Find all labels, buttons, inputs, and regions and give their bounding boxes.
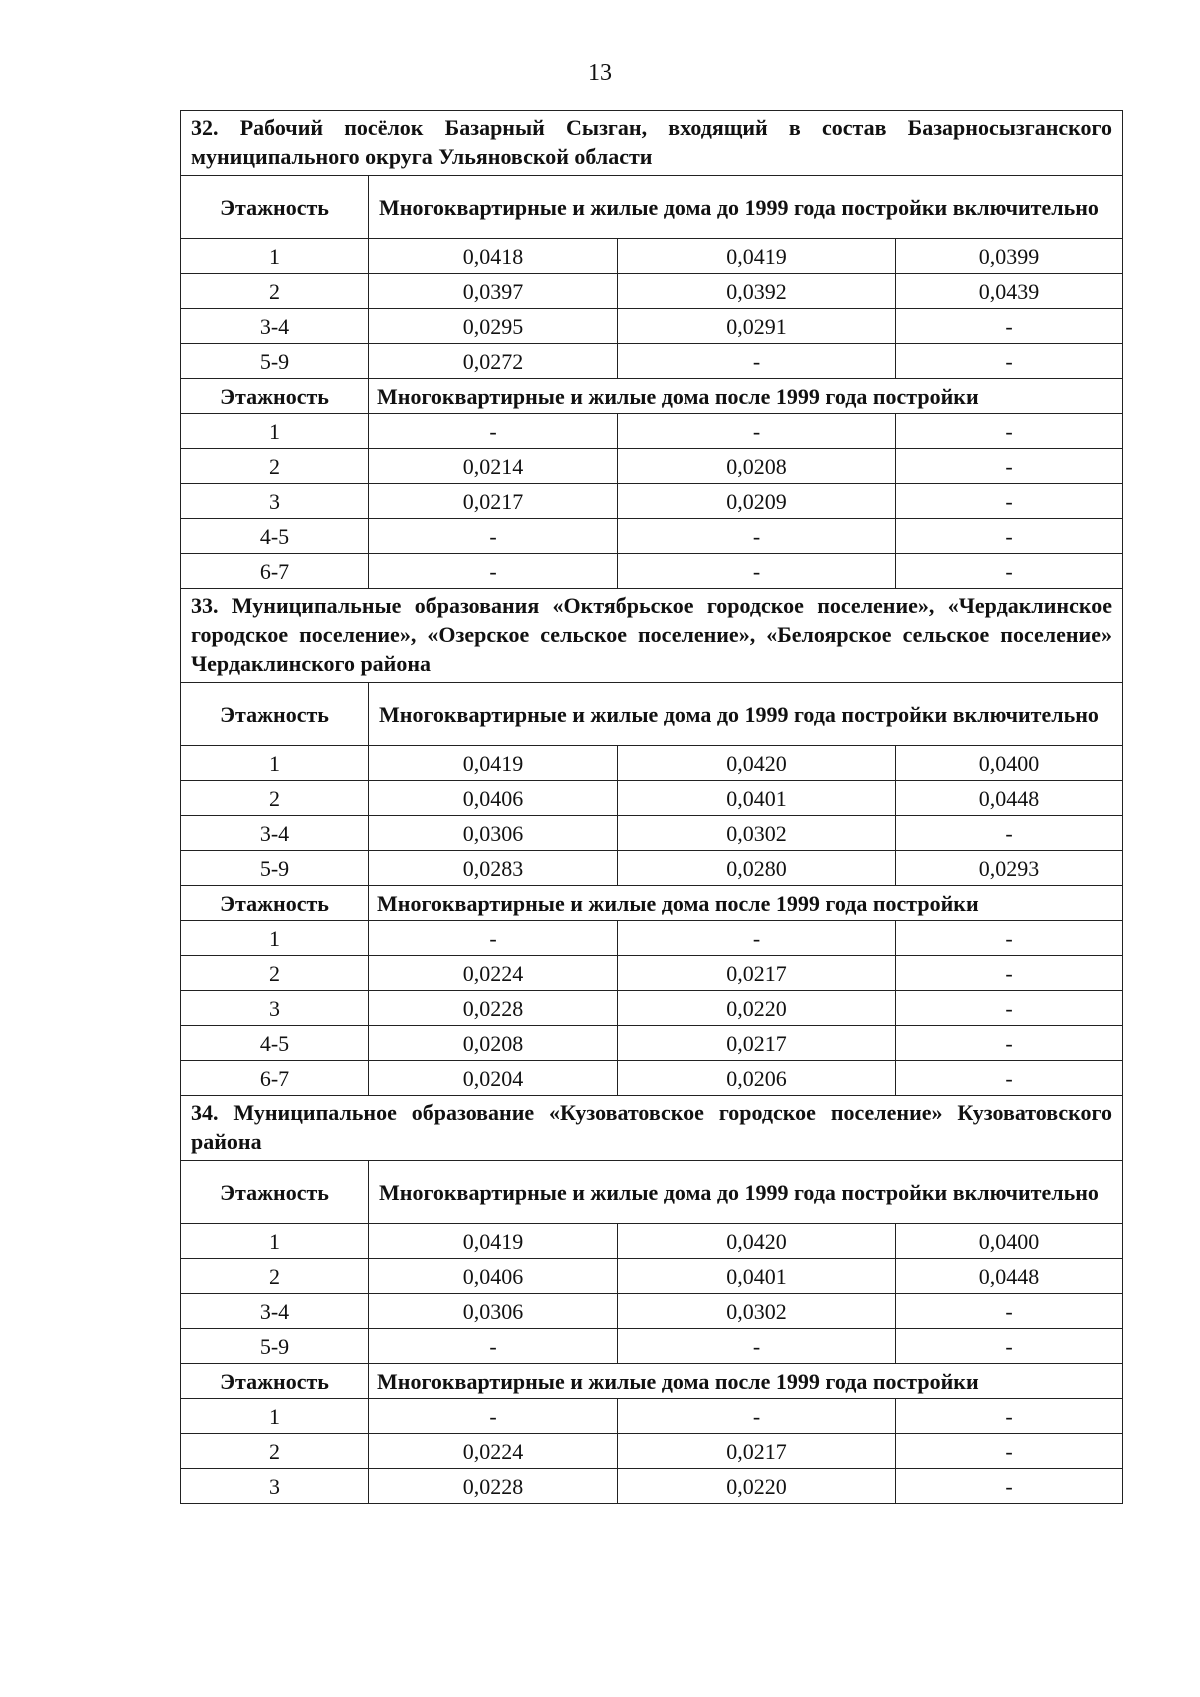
floor-header: Этажность: [181, 683, 369, 746]
table-row: [181, 956, 1123, 991]
value-cell: 0,0217: [618, 1026, 896, 1061]
value-cell: -: [896, 1294, 1123, 1329]
value-cell: 0,0291: [618, 309, 896, 344]
value-cell: 0,0420: [618, 1224, 896, 1259]
table-row: [181, 519, 1123, 554]
value-cell: -: [896, 519, 1123, 554]
value-cell: -: [896, 554, 1123, 589]
header-row: [181, 379, 1123, 414]
value-cell: -: [896, 484, 1123, 519]
floor-cell: 3: [181, 484, 369, 519]
header-row: [181, 176, 1123, 239]
page-number: 13: [588, 60, 612, 86]
value-cell: 0,0224: [369, 1434, 618, 1469]
floor-cell: 1: [181, 746, 369, 781]
table-row: [181, 554, 1123, 589]
value-cell: -: [896, 1026, 1123, 1061]
value-cell: 0,0228: [369, 991, 618, 1026]
table-row: [181, 449, 1123, 484]
value-cell: 0,0295: [369, 309, 618, 344]
table-row: [181, 1329, 1123, 1364]
value-cell: 0,0448: [896, 781, 1123, 816]
section-title-row: [181, 111, 1123, 176]
floor-cell: 2: [181, 956, 369, 991]
value-cell: 0,0306: [369, 816, 618, 851]
floor-cell: 5-9: [181, 344, 369, 379]
value-cell: -: [896, 921, 1123, 956]
value-cell: 0,0209: [618, 484, 896, 519]
section-title: 34. Муниципальное образование «Кузоватовское городское поселение» Кузоватовского района: [181, 1096, 1123, 1161]
floor-header: Этажность: [181, 1364, 369, 1399]
floor-cell: 1: [181, 1224, 369, 1259]
value-cell: -: [896, 816, 1123, 851]
floor-cell: 6-7: [181, 554, 369, 589]
value-cell: 0,0419: [369, 746, 618, 781]
header-row: [181, 886, 1123, 921]
before-1999-header: Многоквартирные и жилые дома до 1999 года постройки включительно: [369, 176, 1123, 239]
value-cell: 0,0419: [618, 239, 896, 274]
value-cell: 0,0302: [618, 1294, 896, 1329]
floor-cell: 6-7: [181, 1061, 369, 1096]
value-cell: 0,0397: [369, 274, 618, 309]
value-cell: 0,0220: [618, 1469, 896, 1504]
section-title-row: [181, 589, 1123, 683]
table-row: [181, 1399, 1123, 1434]
value-cell: -: [896, 414, 1123, 449]
floor-cell: 3: [181, 1469, 369, 1504]
value-cell: -: [618, 519, 896, 554]
before-1999-header: Многоквартирные и жилые дома до 1999 года постройки включительно: [369, 1161, 1123, 1224]
table-row: [181, 274, 1123, 309]
floor-cell: 2: [181, 274, 369, 309]
section-title: 33. Муниципальные образования «Октябрьское городское поселение», «Чердаклинское городское поселение», «Озерское сельское поселение», «Белоярское сельское поселение» Чердаклинского района: [181, 589, 1123, 683]
floor-cell: 2: [181, 1259, 369, 1294]
value-cell: 0,0208: [369, 1026, 618, 1061]
value-cell: -: [369, 921, 618, 956]
value-cell: -: [369, 414, 618, 449]
value-cell: 0,0220: [618, 991, 896, 1026]
table-row: [181, 921, 1123, 956]
table-row: [181, 816, 1123, 851]
after-1999-header: Многоквартирные и жилые дома после 1999 года постройки: [369, 379, 1123, 414]
table-row: [181, 991, 1123, 1026]
floor-cell: 4-5: [181, 519, 369, 554]
value-cell: 0,0401: [618, 1259, 896, 1294]
table-row: [181, 1061, 1123, 1096]
floor-header: Этажность: [181, 1161, 369, 1224]
value-cell: 0,0448: [896, 1259, 1123, 1294]
floor-cell: 5-9: [181, 1329, 369, 1364]
value-cell: 0,0439: [896, 274, 1123, 309]
table-row: [181, 1224, 1123, 1259]
table-row: [181, 1294, 1123, 1329]
value-cell: -: [896, 956, 1123, 991]
floor-cell: 3-4: [181, 1294, 369, 1329]
value-cell: 0,0306: [369, 1294, 618, 1329]
floor-cell: 3-4: [181, 309, 369, 344]
table-row: [181, 414, 1123, 449]
value-cell: 0,0208: [618, 449, 896, 484]
value-cell: -: [896, 1399, 1123, 1434]
value-cell: 0,0293: [896, 851, 1123, 886]
value-cell: 0,0217: [618, 1434, 896, 1469]
floor-cell: 3-4: [181, 816, 369, 851]
floor-cell: 5-9: [181, 851, 369, 886]
value-cell: -: [618, 414, 896, 449]
value-cell: -: [896, 449, 1123, 484]
value-cell: -: [369, 1329, 618, 1364]
floor-cell: 1: [181, 239, 369, 274]
value-cell: 0,0283: [369, 851, 618, 886]
value-cell: 0,0224: [369, 956, 618, 991]
value-cell: 0,0214: [369, 449, 618, 484]
header-row: [181, 683, 1123, 746]
value-cell: -: [896, 1061, 1123, 1096]
floor-cell: 3: [181, 991, 369, 1026]
value-cell: -: [896, 991, 1123, 1026]
value-cell: -: [896, 1329, 1123, 1364]
value-cell: 0,0302: [618, 816, 896, 851]
floor-cell: 1: [181, 1399, 369, 1434]
value-cell: -: [369, 519, 618, 554]
value-cell: -: [896, 344, 1123, 379]
value-cell: 0,0400: [896, 1224, 1123, 1259]
value-cell: 0,0217: [369, 484, 618, 519]
table-row: [181, 309, 1123, 344]
value-cell: 0,0400: [896, 746, 1123, 781]
value-cell: 0,0272: [369, 344, 618, 379]
value-cell: 0,0418: [369, 239, 618, 274]
value-cell: -: [369, 554, 618, 589]
value-cell: 0,0206: [618, 1061, 896, 1096]
floor-cell: 2: [181, 781, 369, 816]
after-1999-header: Многоквартирные и жилые дома после 1999 года постройки: [369, 886, 1123, 921]
floor-cell: 2: [181, 449, 369, 484]
value-cell: 0,0406: [369, 1259, 618, 1294]
value-cell: 0,0419: [369, 1224, 618, 1259]
floor-cell: 1: [181, 414, 369, 449]
floor-header: Этажность: [181, 379, 369, 414]
value-cell: 0,0280: [618, 851, 896, 886]
value-cell: 0,0420: [618, 746, 896, 781]
floor-cell: 4-5: [181, 1026, 369, 1061]
floor-header: Этажность: [181, 176, 369, 239]
floor-cell: 2: [181, 1434, 369, 1469]
table-row: [181, 1026, 1123, 1061]
header-row: [181, 1364, 1123, 1399]
table-row: [181, 1469, 1123, 1504]
table-row: [181, 1434, 1123, 1469]
value-cell: -: [618, 1399, 896, 1434]
value-cell: -: [896, 1469, 1123, 1504]
before-1999-header: Многоквартирные и жилые дома до 1999 года постройки включительно: [369, 683, 1123, 746]
value-cell: 0,0406: [369, 781, 618, 816]
after-1999-header: Многоквартирные и жилые дома после 1999 года постройки: [369, 1364, 1123, 1399]
value-cell: 0,0399: [896, 239, 1123, 274]
value-cell: -: [369, 1399, 618, 1434]
coefficients-table: [180, 110, 1123, 1504]
value-cell: -: [896, 1434, 1123, 1469]
floor-cell: 1: [181, 921, 369, 956]
value-cell: -: [618, 554, 896, 589]
floor-header: Этажность: [181, 886, 369, 921]
table-row: [181, 344, 1123, 379]
value-cell: 0,0392: [618, 274, 896, 309]
value-cell: 0,0217: [618, 956, 896, 991]
value-cell: 0,0204: [369, 1061, 618, 1096]
value-cell: 0,0401: [618, 781, 896, 816]
table-row: [181, 239, 1123, 274]
table-row: [181, 1259, 1123, 1294]
value-cell: -: [618, 1329, 896, 1364]
value-cell: 0,0228: [369, 1469, 618, 1504]
value-cell: -: [896, 309, 1123, 344]
table-row: [181, 851, 1123, 886]
section-title-row: [181, 1096, 1123, 1161]
table-row: [181, 746, 1123, 781]
section-title: 32. Рабочий посёлок Базарный Сызган, входящий в состав Базарносызганского муниципального округа Ульяновской области: [181, 111, 1123, 176]
value-cell: -: [618, 921, 896, 956]
value-cell: -: [618, 344, 896, 379]
table-row: [181, 484, 1123, 519]
header-row: [181, 1161, 1123, 1224]
table-row: [181, 781, 1123, 816]
